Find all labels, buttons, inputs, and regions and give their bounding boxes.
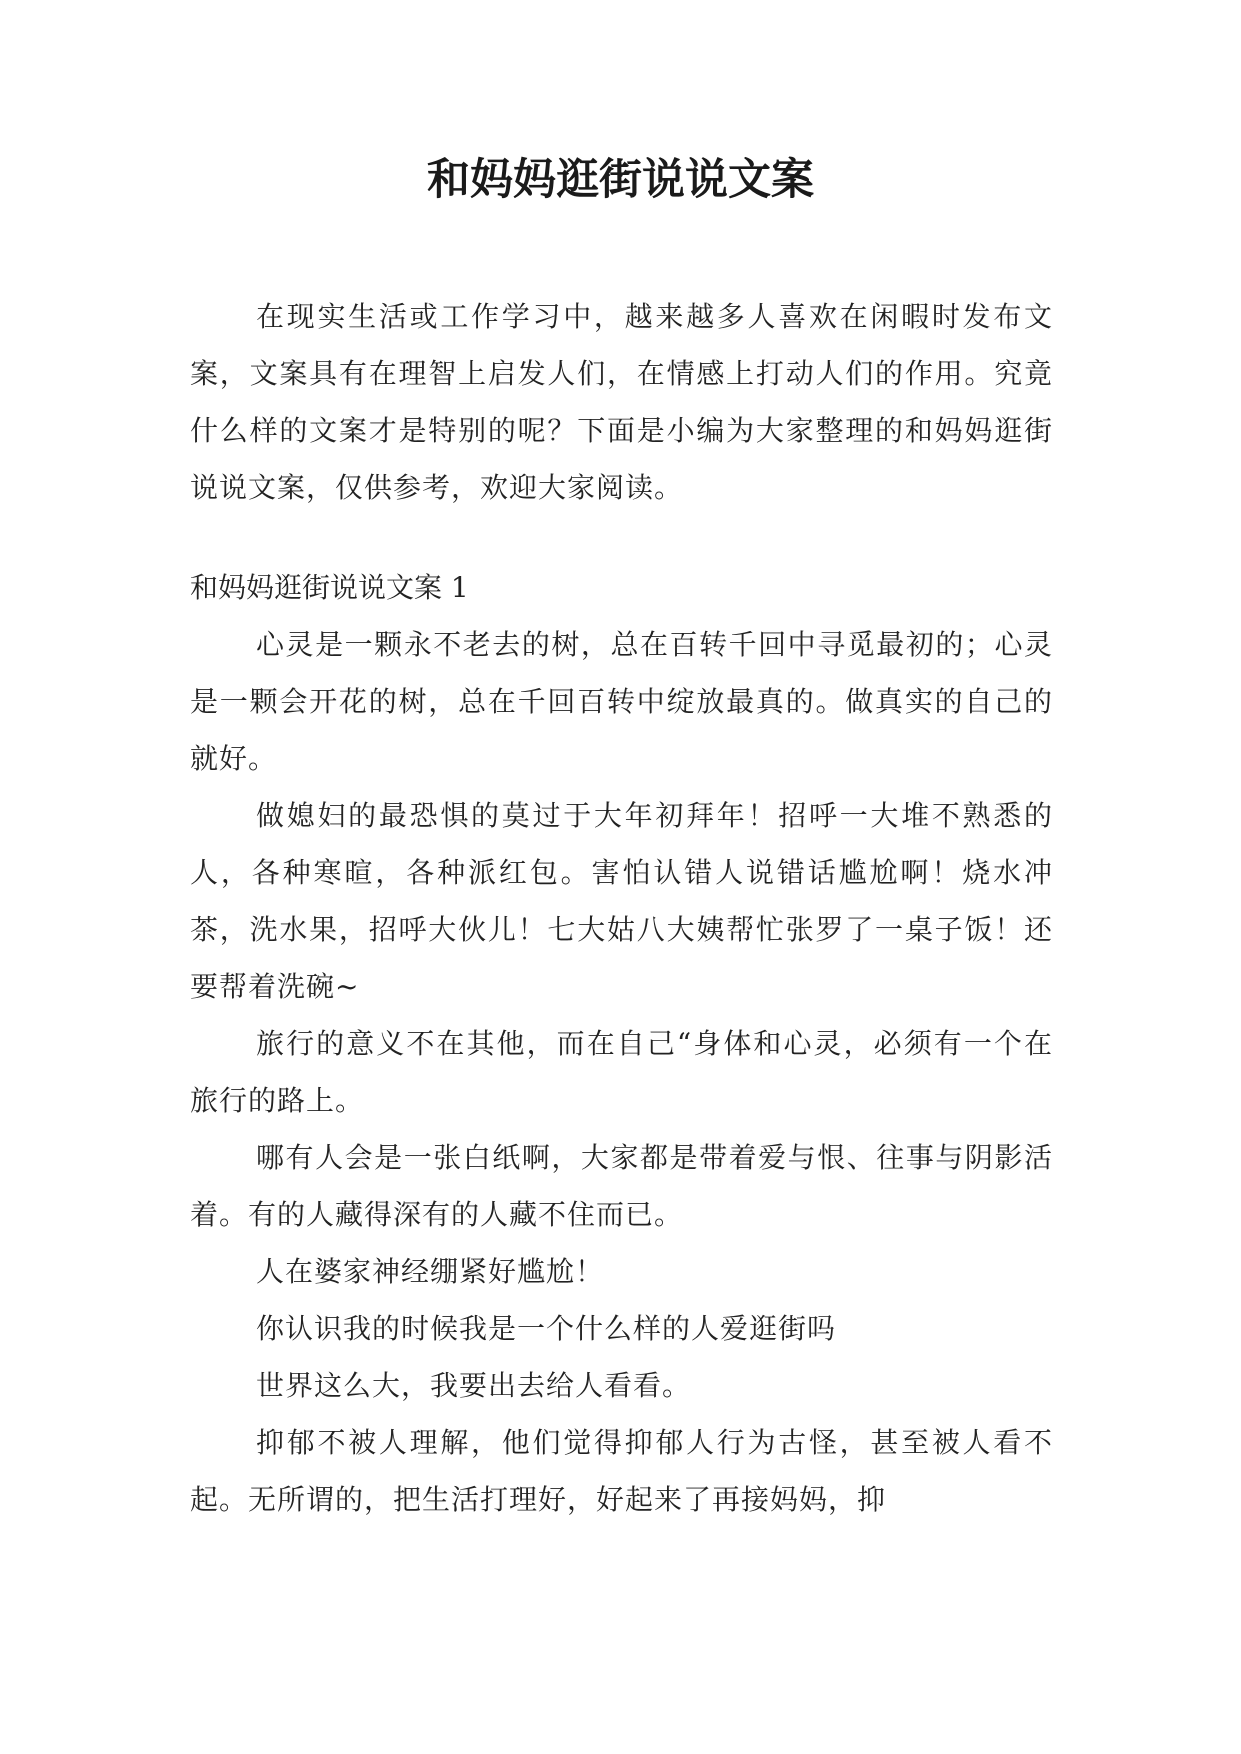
document-body <box>190 288 1053 1528</box>
body-paragraph: 你认识我的时候我是一个什么样的人爱逛街吗 <box>256 1312 837 1345</box>
page-title: 和妈妈逛街说说文案 <box>427 155 814 205</box>
body-paragraph: 做媳妇的最恐惧的莫过于大年初拜年！招呼一大堆不熟悉的人，各种寒暄，各种派红包。害怕认错人说错话尴尬啊！烧水冲茶，洗水果，招呼大伙儿！七大姑八大姨帮忙张罗了一桌子饭！还要帮着洗碗~ <box>190 799 1053 1003</box>
body-paragraph: 哪有人会是一张白纸啊，大家都是带着爱与恨、往事与阴影活着。有的人藏得深有的人藏不住而已。 <box>190 1141 1053 1231</box>
body-paragraph: 心灵是一颗永不老去的树，总在百转千回中寻觅最初的；心灵是一颗会开花的树，总在千回百转中绽放最真的。做真实的自己的就好。 <box>190 628 1053 775</box>
intro-paragraph: 在现实生活或工作学习中，越来越多人喜欢在闲暇时发布文案，文案具有在理智上启发人们，在情感上打动人们的作用。究竟什么样的文案才是特别的呢？下面是小编为大家整理的和妈妈逛街说说文案，仅供参考，欢迎大家阅读。 <box>190 300 1053 504</box>
body-paragraph: 抑郁不被人理解，他们觉得抑郁人行为古怪，甚至被人看不起。无所谓的，把生活打理好，好起来了再接妈妈，抑 <box>190 1426 1053 1516</box>
body-paragraph: 旅行的意义不在其他，而在自己“身体和心灵，必须有一个在旅行的路上。 <box>190 1027 1053 1117</box>
body-paragraph: 世界这么大，我要出去给人看看。 <box>256 1369 692 1402</box>
body-paragraph: 人在婆家神经绷紧好尴尬！ <box>256 1255 605 1288</box>
section-heading: 和妈妈逛街说说文案 1 <box>190 571 469 604</box>
